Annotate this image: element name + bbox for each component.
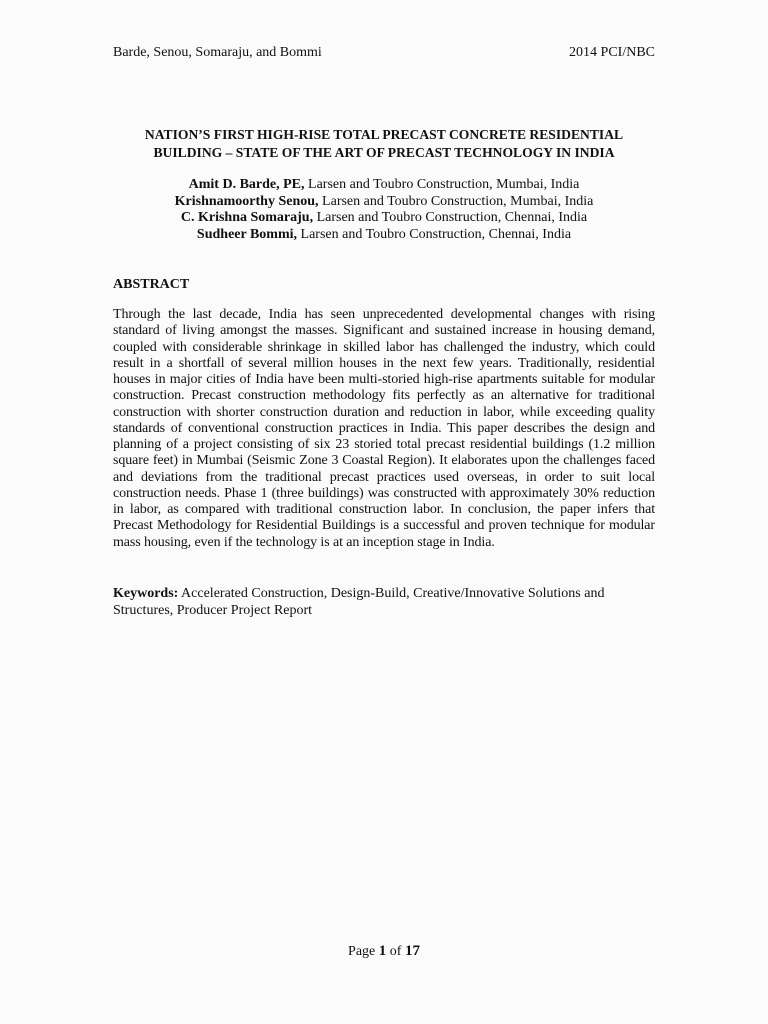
title-line-2: BUILDING – STATE OF THE ART OF PRECAST TECHNOLOGY IN INDIA bbox=[153, 145, 615, 160]
header-conference: 2014 PCI/NBC bbox=[569, 45, 655, 60]
page-number bbox=[0, 942, 768, 961]
author-entry bbox=[113, 177, 655, 194]
author-affiliation: Larsen and Toubro Construction, Chennai, India bbox=[313, 210, 588, 225]
header-authors: Barde, Senou, Somaraju, and Bommi bbox=[113, 45, 322, 60]
author-entry bbox=[113, 210, 655, 227]
author-affiliation: Larsen and Toubro Construction, Chennai, India bbox=[297, 226, 572, 242]
keywords-paragraph bbox=[113, 586, 655, 619]
author-name: Amit D. Barde, PE, bbox=[188, 177, 305, 192]
author-affiliation: Larsen and Toubro Construction, Mumbai, India bbox=[318, 193, 594, 209]
total-pages: 17 bbox=[404, 943, 420, 959]
author-name: C. Krishna Somaraju, bbox=[180, 210, 314, 225]
of-word: of bbox=[386, 944, 405, 959]
author-name: Sudheer Bommi, bbox=[196, 226, 298, 242]
paper-title bbox=[113, 126, 655, 162]
keywords-text: Accelerated Construction, Design-Build, Creative/Innovative Solutions and Structures, Producer Project Report bbox=[113, 586, 605, 618]
author-entry bbox=[113, 227, 655, 244]
current-page: 1 bbox=[378, 943, 387, 959]
author-name: Krishnamoorthy Senou, bbox=[174, 193, 319, 209]
author-affiliation: Larsen and Toubro Construction, Mumbai, India bbox=[304, 177, 580, 192]
author-list bbox=[113, 177, 655, 243]
abstract-heading: ABSTRACT bbox=[113, 277, 190, 292]
page-word: Page bbox=[348, 944, 379, 959]
author-entry bbox=[113, 194, 655, 211]
keywords-label: Keywords: bbox=[113, 586, 179, 601]
abstract-paragraph: Through the last decade, India has seen unprecedented developmental changes with rising standard of living amongst the masses. Significant and sustained increase in housing demand, coupled with considerable shrinkage in skilled labor has challenged the industry, which could result in a shortfall of several million houses in the next few years. Traditionally, residential houses in major cities of India have been multi-storied high-rise apartments suitable for modular construction. Precast construction methodology fits perfectly as an alternative for traditional construction with shorter construction duration and reduction in labor, while exceeding quality standards of conventional construction practices in India. This paper describes the design and planning of a project consisting of six 23 storied total precast residential buildings (1.2 million square feet) in Mumbai (Seismic Zone 3 Coastal Region). It elaborates upon the challenges faced and deviations from the traditional precast practices used overseas, in order to suit local construction needs. Phase 1 (three buildings) was constructed with approximately 30% reduction in labor, as compared with traditional construction labor. In conclusion, the paper infers that Precast Methodology for Residential Buildings is a successful and proven technique for modular mass housing, even if the technology is at an inception stage in India. bbox=[113, 307, 655, 550]
title-line-1: NATION’S FIRST HIGH-RISE TOTAL PRECAST CONCRETE RESIDENTIAL bbox=[144, 127, 624, 142]
